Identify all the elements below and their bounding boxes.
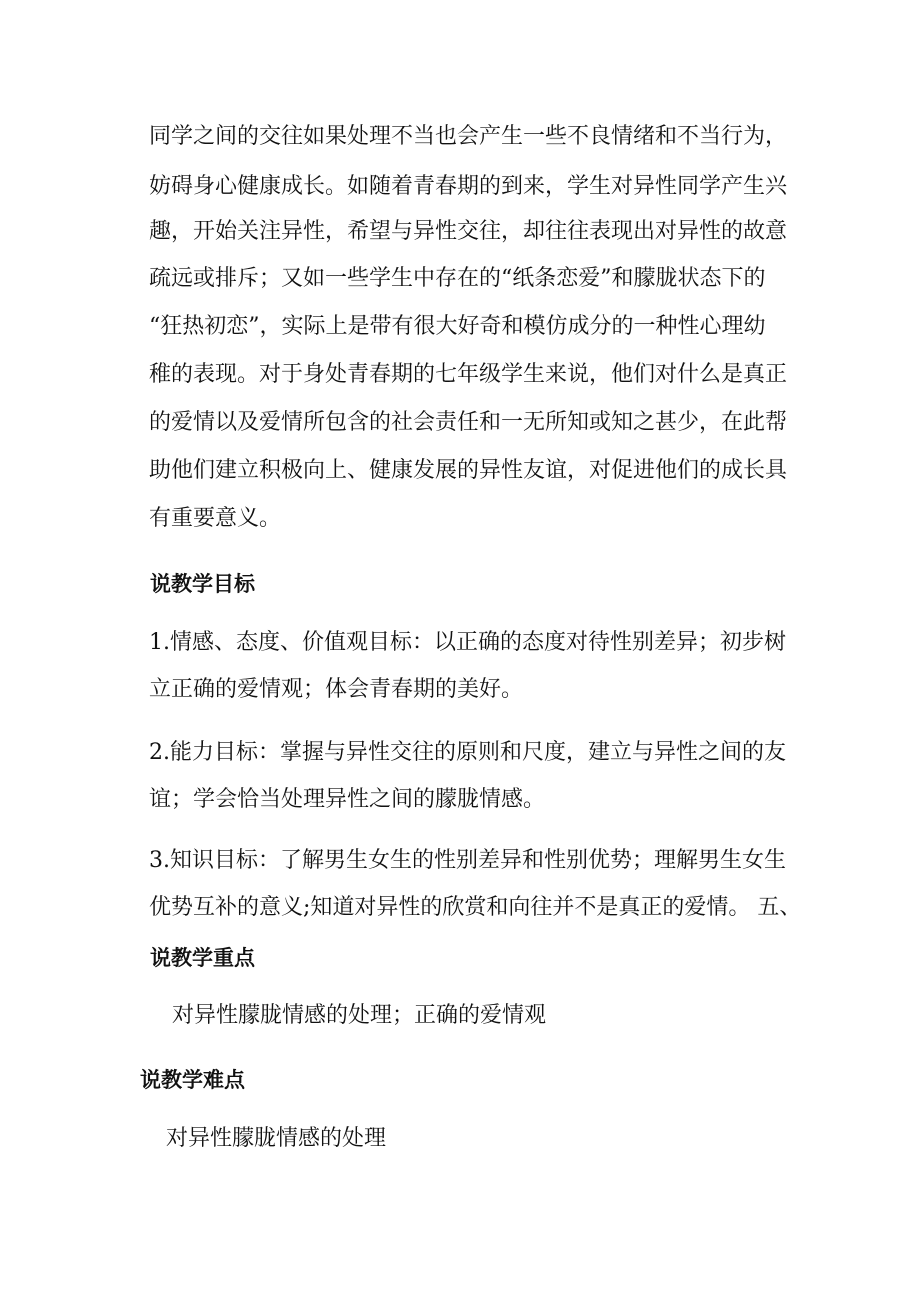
goal-line: 3.知识目标：了解男生女生的性别差异和性别优势；理解男生女生 [149,848,786,873]
paragraph-line: 的爱情以及爱情所包含的社会责任和一无所知或知之甚少，在此帮 [149,410,788,435]
goal-line: 立正确的爱情观；体会青春期的美好。 [149,677,524,702]
key-points-text: 对异性朦胧情感的处理；正确的爱情观 [172,1003,547,1028]
paragraph-line: 有重要意义。 [149,506,282,531]
paragraph-line: “狂热初恋”，实际上是带有很大好奇和模仿成分的一种性心理幼 [149,314,766,339]
goal-line: 优势互补的意义;知道对异性的欣赏和向往并不是真正的爱情。 五、 [149,895,802,920]
section-heading: 说教学重点 [150,946,255,970]
section-heading: 说教学目标 [150,572,255,596]
difficulty-text: 对异性朦胧情感的处理 [166,1126,387,1151]
section-heading: 说教学难点 [140,1068,245,1092]
paragraph-line: 妨碍身心健康成长。如随着青春期的到来，学生对异性同学产生兴 [149,174,788,199]
paragraph-line: 疏远或排斥；又如一些学生中存在的“纸条恋爱”和朦胧状态下的 [149,266,766,291]
paragraph-line: 稚的表现。对于身处青春期的七年级学生来说，他们对什么是真正 [149,362,788,387]
goal-line: 2.能力目标：掌握与异性交往的原则和尺度，建立与异性之间的友 [149,740,786,765]
paragraph-line: 助他们建立积极向上、健康发展的异性友谊，对促进他们的成长具 [149,458,788,483]
goal-line: 谊；学会恰当处理异性之间的朦胧情感。 [149,787,546,812]
paragraph-line: 同学之间的交往如果处理不当也会产生一些不良情绪和不当行为， [149,124,788,149]
goal-line: 1.情感、态度、价值观目标：以正确的态度对待性别差异；初步树 [149,630,786,655]
paragraph-line: 趣，开始关注异性，希望与异性交往，却往往表现出对异性的故意 [149,219,788,244]
